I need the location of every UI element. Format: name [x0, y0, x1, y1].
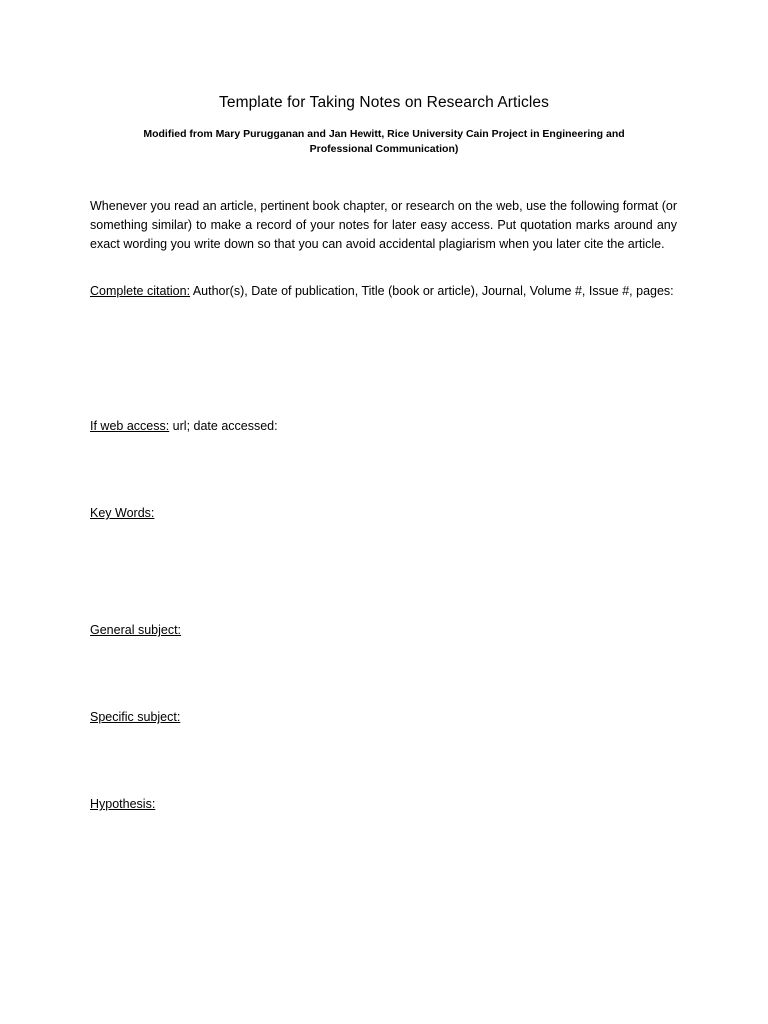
field-text: url; date accessed:: [169, 419, 278, 433]
field-label: General subject:: [90, 623, 182, 637]
field-specific-subject: [90, 708, 677, 727]
field-complete-citation: [90, 282, 677, 301]
field-hypothesis: [90, 795, 677, 814]
field-general-subject: [90, 621, 677, 640]
field-text: Author(s), Date of publication, Title (book or article), Journal, Volume #, Issue #, pages:: [190, 284, 674, 298]
field-label: Complete citation:: [90, 284, 191, 298]
field-label: Specific subject:: [90, 710, 181, 724]
document-subtitle: Modified from Mary Purugganan and Jan Hewitt, Rice University Cain Project in Engineering and Professional Communication): [143, 128, 625, 155]
field-label: Key Words:: [90, 506, 155, 520]
field-key-words: [90, 504, 677, 523]
intro-paragraph: Whenever you read an article, pertinent book chapter, or research on the web, use the following format (or something similar) to make a record of your notes for later easy access. Put quotation marks around any exact wording you write down so that you can avoid accidental plagiarism when you later cite the article.: [90, 199, 677, 251]
document-title: Template for Taking Notes on Research Articles: [219, 94, 549, 111]
field-label: Hypothesis:: [90, 797, 156, 811]
field-label: If web access:: [90, 419, 170, 433]
field-web-access: [90, 417, 677, 436]
